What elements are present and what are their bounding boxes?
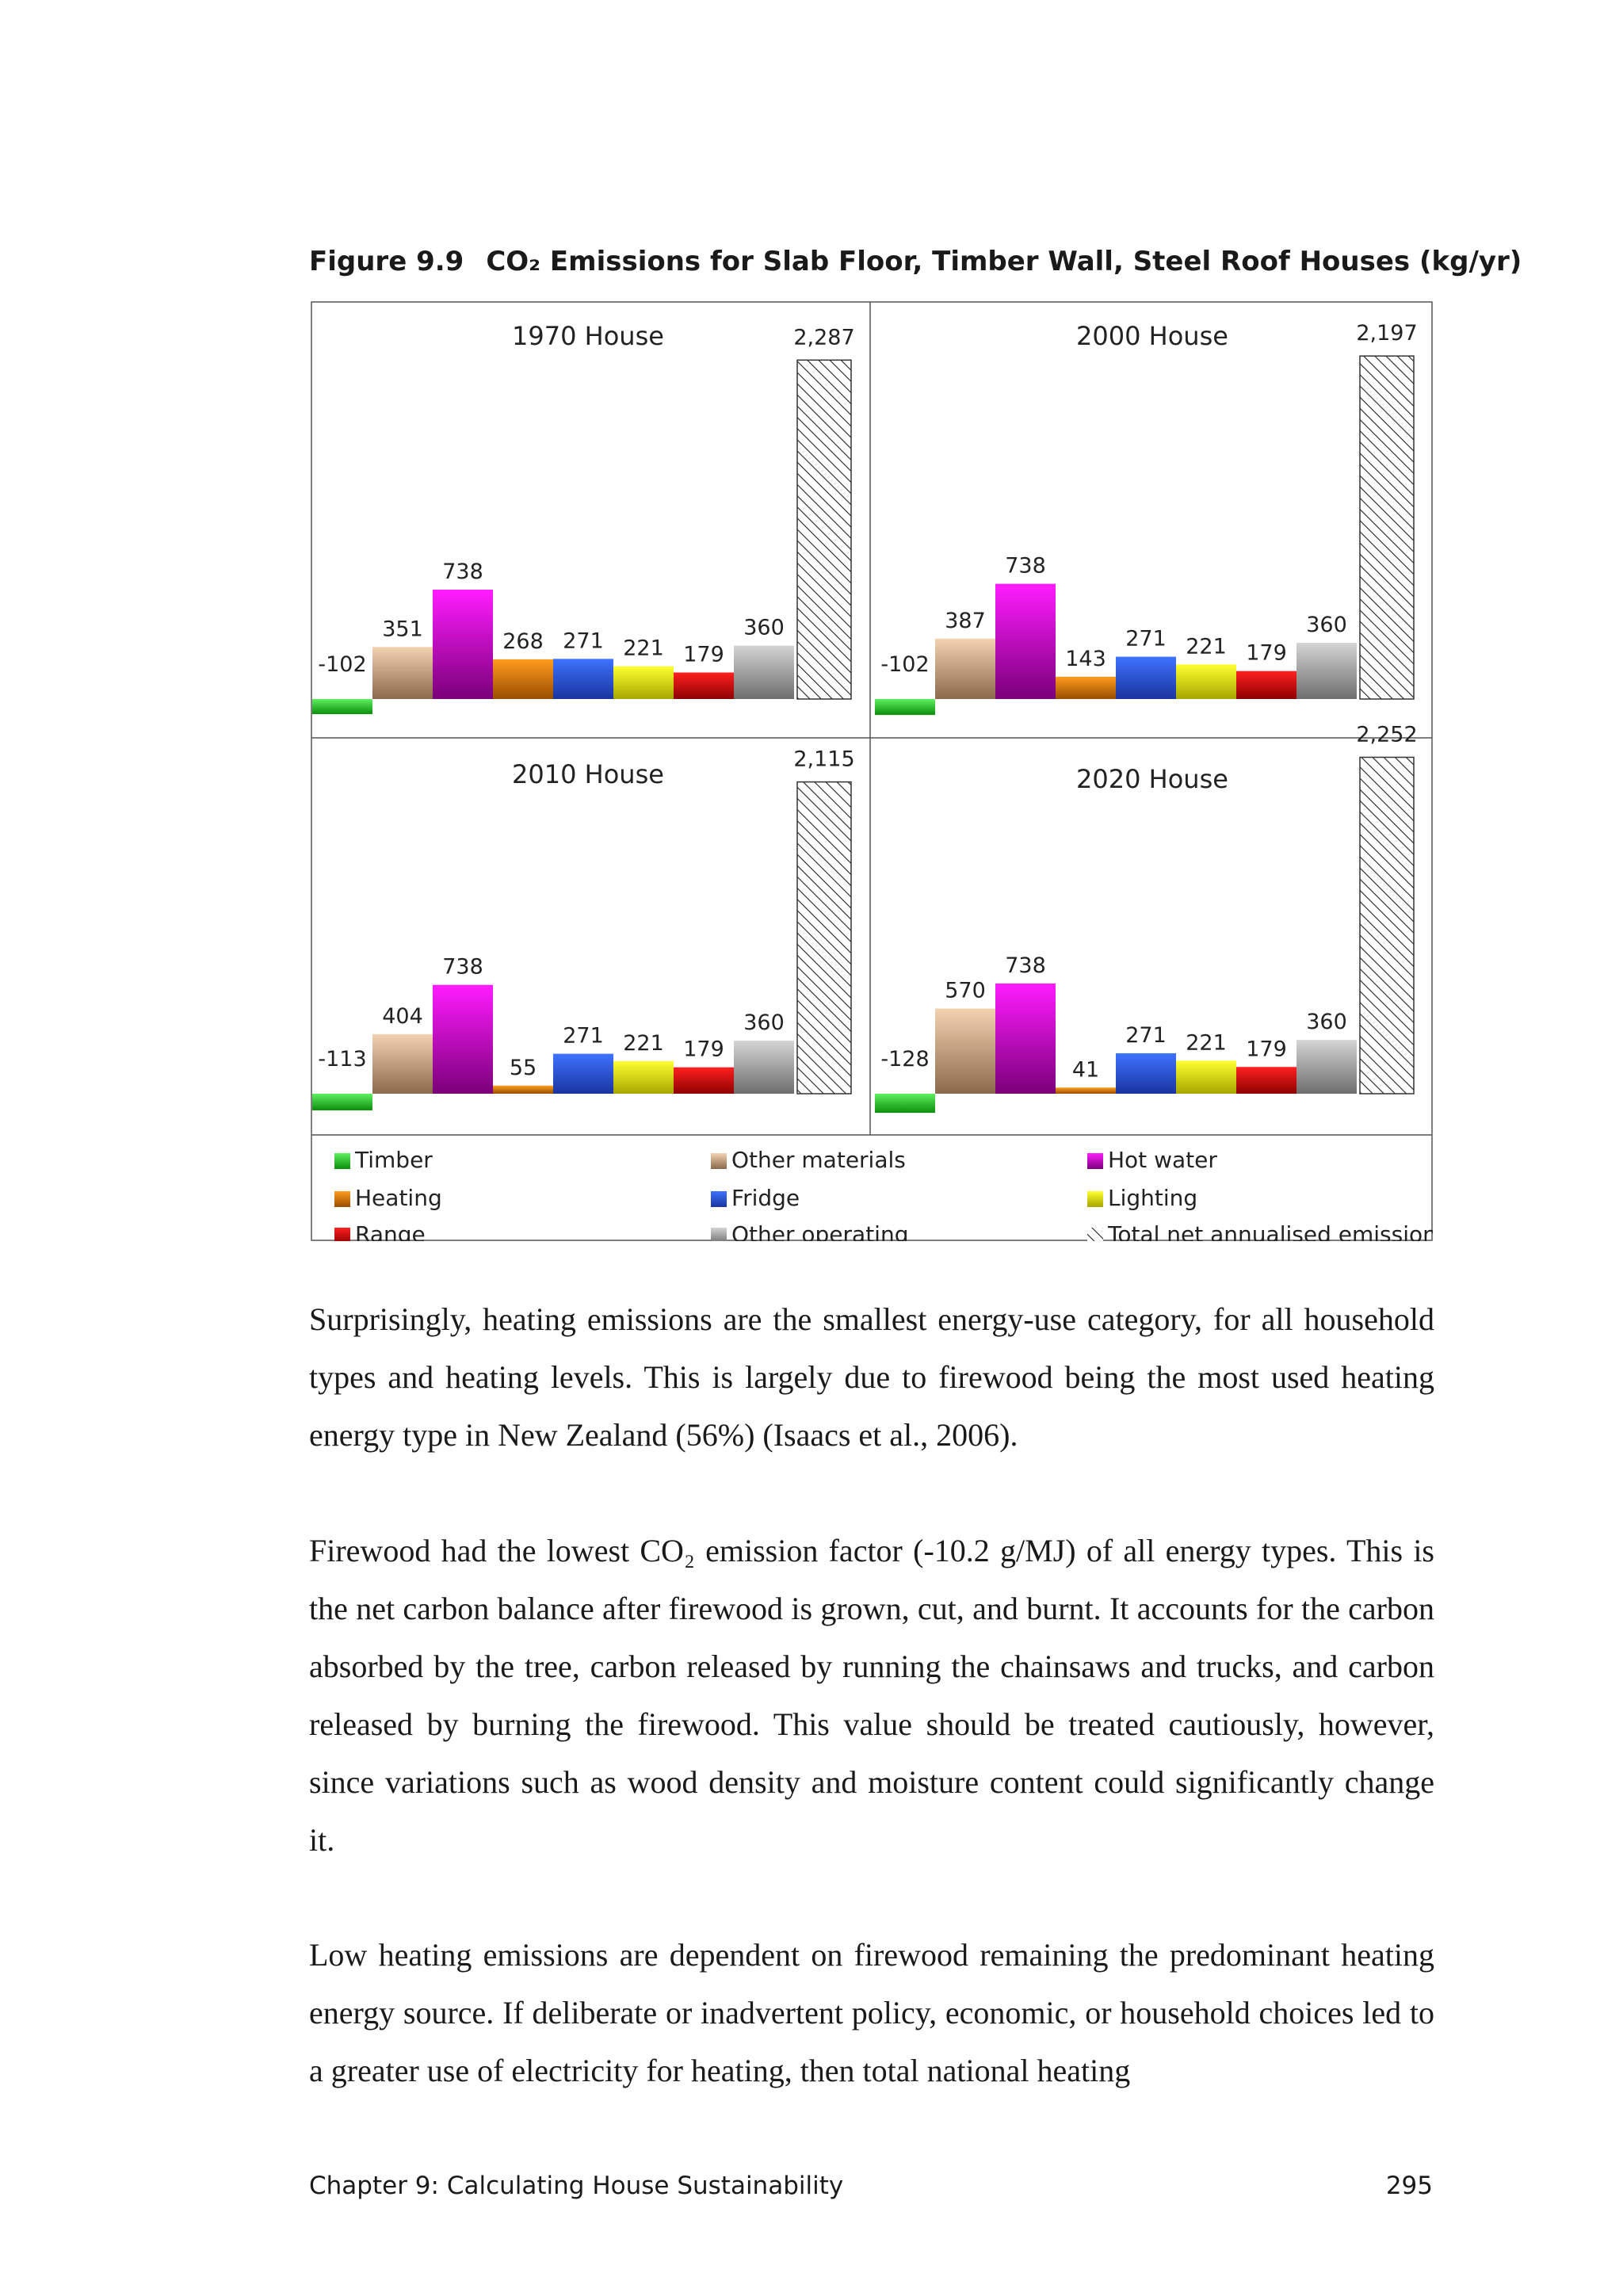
figure-caption [309, 246, 1522, 277]
legend-swatch [711, 1228, 727, 1241]
panel-2010-house [312, 747, 855, 1110]
bar-total-net-annualised-emissions [1360, 356, 1414, 699]
legend-item-total-net-annualised-emissions [1087, 1221, 1433, 1241]
bar-heating [493, 659, 553, 699]
bar-range [1236, 1067, 1296, 1094]
data-label: 2,252 [1356, 722, 1418, 747]
data-label: 738 [1005, 953, 1046, 978]
data-label: 221 [623, 1030, 664, 1056]
legend-item-fridge [711, 1185, 800, 1211]
chart-svg [311, 301, 1433, 1241]
panel-title: 2000 House [1076, 321, 1228, 351]
bar-range [674, 1068, 734, 1094]
data-label: 360 [1306, 613, 1347, 638]
paragraph-1: Surprisingly, heating emissions are the smallest energy-use category, for all household types and heating levels. This is largely due to firewood being the most used heating energy type in New Zealand (56%) (Isaacs et al., 2006). [309, 1301, 1434, 1453]
data-label: 738 [442, 559, 483, 584]
bar-total-net-annualised-emissions [1360, 757, 1414, 1094]
legend-label: Hot water [1108, 1147, 1217, 1173]
bar-fridge [1116, 1053, 1176, 1094]
legend-label: Other operating [731, 1221, 909, 1241]
legend-swatch [334, 1191, 350, 1207]
panel-title: 2020 House [1076, 764, 1228, 794]
bar-heating [493, 1086, 553, 1094]
bar-lighting [1176, 1060, 1236, 1094]
legend-item-lighting [1087, 1185, 1197, 1211]
bar-other-materials [372, 1034, 433, 1094]
bar-other-materials [935, 639, 995, 699]
data-label: 271 [1125, 626, 1167, 651]
data-label: -102 [318, 652, 367, 677]
footer-chapter: Chapter 9: Calculating House Sustainability [309, 2172, 844, 2200]
data-label: -113 [318, 1047, 367, 1072]
data-label: -102 [880, 652, 930, 677]
bar-timber [312, 1094, 372, 1110]
data-label: 2,287 [793, 325, 855, 350]
data-label: 360 [743, 615, 785, 640]
figure-number: Figure 9.9 [309, 246, 464, 277]
panel-2000-house [875, 321, 1418, 715]
legend-swatch [334, 1153, 350, 1169]
data-label: 271 [1125, 1022, 1167, 1048]
data-label: 2,197 [1356, 321, 1418, 346]
data-label: 738 [442, 954, 483, 980]
legend-swatch [1087, 1228, 1103, 1241]
figure-chart [311, 301, 1433, 1241]
data-label: 179 [1246, 640, 1287, 666]
legend-swatch [334, 1228, 350, 1241]
bar-other-operating [734, 646, 794, 699]
legend-item-hot-water [1087, 1147, 1217, 1173]
data-label: 221 [623, 636, 664, 661]
legend-label: Heating [355, 1185, 442, 1211]
data-label: 271 [563, 628, 604, 654]
data-label: 570 [945, 978, 986, 1003]
bar-total-net-annualised-emissions [797, 782, 851, 1094]
data-label: 221 [1186, 634, 1227, 659]
data-label: 271 [563, 1023, 604, 1049]
bar-other-materials [935, 1009, 995, 1094]
data-label: 143 [1065, 646, 1106, 671]
data-label: 360 [1306, 1010, 1347, 1035]
bar-range [1236, 671, 1296, 699]
legend-item-timber [334, 1147, 433, 1173]
panel-1970-house [312, 321, 855, 714]
bar-other-operating [1296, 1040, 1357, 1094]
bar-timber [312, 699, 372, 714]
data-label: 387 [945, 608, 986, 633]
legend-label: Timber [355, 1147, 433, 1173]
data-label: 738 [1005, 553, 1046, 579]
data-label: 179 [683, 1037, 724, 1062]
data-label: 360 [743, 1010, 785, 1036]
figure-title: CO₂ Emissions for Slab Floor, Timber Wall, Steel Roof Houses (kg/yr) [486, 246, 1522, 277]
data-label: 2,115 [793, 747, 855, 772]
legend-label: Lighting [1108, 1185, 1198, 1211]
data-label: 351 [382, 617, 423, 642]
data-label: 179 [1246, 1037, 1287, 1062]
data-label: 221 [1186, 1030, 1227, 1056]
data-label: 55 [509, 1055, 537, 1080]
bar-hot-water [433, 590, 493, 699]
bar-timber [875, 1094, 935, 1113]
data-label: 179 [683, 642, 724, 667]
legend-label: Other materials [731, 1147, 906, 1173]
legend-label: Fridge [731, 1185, 800, 1211]
bar-total-net-annualised-emissions [797, 360, 851, 699]
panel-title: 1970 House [512, 321, 664, 351]
data-label: 41 [1071, 1057, 1100, 1083]
legend-item-heating [334, 1185, 442, 1211]
legend-label: Range [355, 1221, 426, 1241]
legend-swatch [1087, 1191, 1103, 1207]
bar-lighting [613, 667, 674, 699]
bar-fridge [1116, 657, 1176, 699]
bar-hot-water [995, 584, 1056, 699]
data-label: -128 [880, 1047, 930, 1072]
legend-swatch [711, 1153, 727, 1169]
data-label: 404 [382, 1003, 423, 1029]
bar-fridge [553, 659, 613, 699]
bar-hot-water [995, 984, 1056, 1094]
page-number: 295 [1385, 2172, 1433, 2200]
legend-swatch [711, 1191, 727, 1207]
bar-fridge [553, 1054, 613, 1094]
bar-other-materials [372, 647, 433, 699]
data-label: 268 [502, 628, 544, 654]
legend-item-range [334, 1221, 426, 1241]
panel-title: 2010 House [512, 759, 664, 789]
bar-other-operating [1296, 643, 1357, 699]
bar-hot-water [433, 985, 493, 1094]
bar-timber [875, 699, 935, 715]
legend-item-other-operating [711, 1221, 908, 1241]
chart-legend [334, 1147, 1433, 1241]
legend-swatch [1087, 1153, 1103, 1169]
bar-range [674, 673, 734, 699]
legend-label: Total net annualised emissions [1108, 1221, 1433, 1241]
chart-frame [311, 302, 1432, 1240]
bar-other-operating [734, 1041, 794, 1094]
bar-lighting [1176, 664, 1236, 699]
legend-item-other-materials [711, 1147, 906, 1173]
bar-heating [1056, 1087, 1116, 1094]
bar-lighting [613, 1061, 674, 1094]
bar-heating [1056, 677, 1116, 699]
panel-2020-house [875, 722, 1418, 1113]
paragraph-2: Firewood had the lowest CO₂ emission factor (-10.2 g/MJ) of all energy types. This is the net carbon balance after firewood is grown, cut, and burnt. It accounts for the carbon absorbed by the tree, carbon released by running the chainsaws and trucks, and carbon released by burning the firewood. This value should be treated cautiously, however, since variations such as wood density and moisture content could significantly change it. [309, 1533, 1434, 1858]
paragraph-3: Low heating emissions are dependent on firewood remaining the predominant heating energy source. If deliberate or inadvertent policy, economic, or household choices led to a greater use of electricity for heating, then total national heating [309, 1937, 1434, 2088]
